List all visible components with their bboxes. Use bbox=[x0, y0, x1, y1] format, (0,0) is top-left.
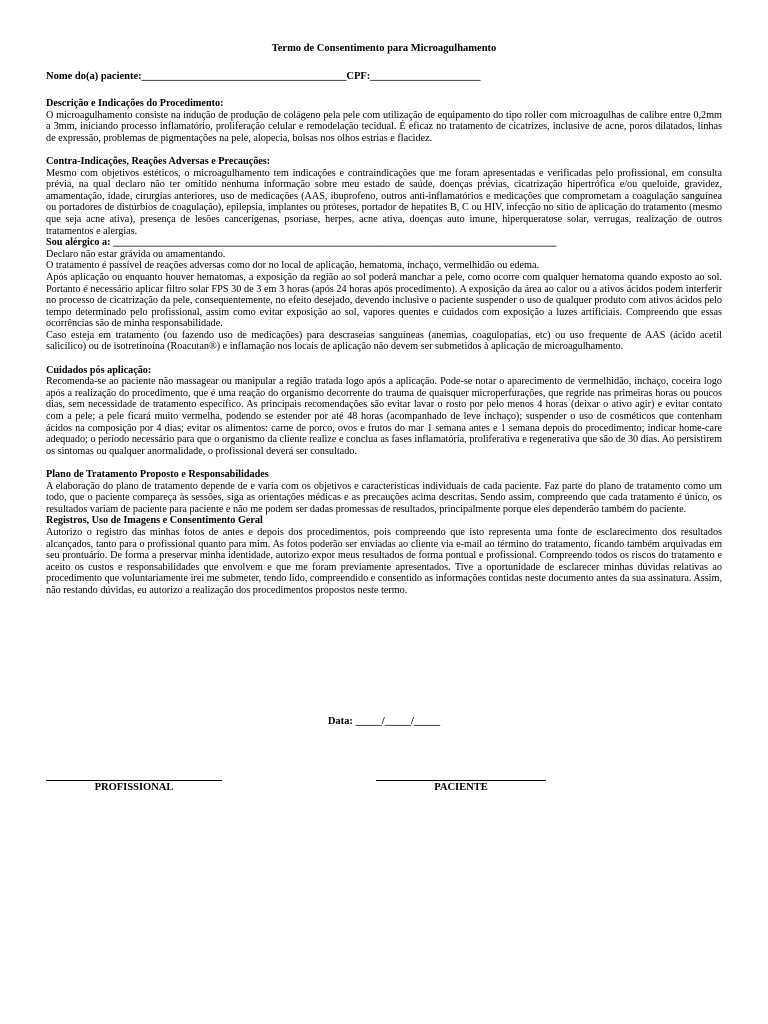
paragraph-medications: Caso esteja em tratamento (ou fazendo uso de medicações) para descraseias sanguíneas (anemias, coagulopatias, etc) ou uso frequente de AAS (ácido acetil salicílico) ou de isotretinoína (Roacutan®) e inflamação nos locais de aplicação não devem ser submetidos à aplicação de microagulhamento. bbox=[46, 329, 722, 353]
paragraph-description: O microagulhamento consiste na indução de produção de colágeno pela pele com utilização de equipamento do tipo roller com microagulhas de calibre entre 0,2mm a 3mm, iniciando processo inflamatório, proliferação celular e remodelação tecidual. É eficaz no tratamento de cicatrizes, inclusive de acne, poros dilatados, linhas de expressão, problemas de pigmentações na pele, alopecia, bolsas nos olhos estrias e flacidez. bbox=[46, 109, 722, 144]
signature-professional bbox=[46, 770, 222, 793]
paragraph-care: Recomenda-se ao paciente não massagear ou manipular a região tratada logo após a aplicação. Pode-se notar o aparecimento de vermelhidão, inchaço, coceira logo após a realização do procedimento, que é uma reação do organismo decorrente do trauma de quaisquer microperfurações, que regride nas primeiras horas ou poucos dias, sem necessidade de tratamento específico. As principais recomendações são evitar lavar o rosto por pelo menos 4 horas (deixar o ativo agir) e evitar contato com a pele; a pele ficará muito vermelha, podendo se estender por até 48 horas (acompanhado de leve inchaço); suspender o uso de cosméticos que contenham ácidos na composição por 4 dias; evitar os alimentos: carne de porco, ovos e frutos do mar 1 semana antes e 1 semana depois do procedimento; indicar home-care adequado; o período necessário para que o organismo da cliente realize e conclua as fases inflamatória, proliferativa e regenerativa que são de 30 dias. Ao persistirem os sintomas ou qualquer anormalidade, o profissional deverá ser consultado. bbox=[46, 376, 722, 457]
document-title: Termo de Consentimento para Microagulhamento bbox=[271, 43, 497, 54]
paragraph-plan: A elaboração do plano de tratamento depende de e varia com os objetivos e características individuais de cada paciente. Faz parte do plano de tratamento como um todo, que o paciente compareça às sessões, siga as orientações médicas e as precauções acima descritas. Sendo assim, compreendo que cada tratamento é único, os resultados variam de paciente para paciente e não me podem ser dadas promessas de resultados, principalmente porque eles dependerão também do paciente. bbox=[46, 480, 722, 515]
document-body bbox=[46, 98, 722, 597]
paragraph-sun-exposure: Após aplicação ou enquanto houver hematomas, a exposição da região ao sol poderá manchar a pele, como ocorre com qualquer hematoma quando exposto ao sol. Portanto é necessário aplicar filtro solar FPS 30 de 3 em 3 horas (após 24 horas após procedimento). A exposição da área ao calor ou a ativos ácidos podem interferir no processo de cicatrização da pele, consequentemente, no efeito desejado, devendo inclusive o paciente suspender o uso de qualquer produto com ativos ácidos pelo tempo determinado pelo profissional, assim como evitar exposição ao sol, vapores quentes e cuidados com exposição a luzes artificiais. Compreendo que essas ocorrências são de minha responsabilidade. bbox=[46, 271, 722, 330]
paragraph-records: Autorizo o registro das minhas fotos de antes e depois dos procedimentos, pois compreendo que isto representa uma fonte de esclarecimento dos resultados alcançados, tanto para o profissional quanto para mim. As fotos poderão ser enviadas ao cliente via e-mail ao término do tratamento, ficando também arquivadas em seu prontuário. De forma a preservar minha identidade, autorizo expor meus resultados de forma pontual e profissional. Compreendo todos os riscos do tratamento e aceito os custos e responsabilidades que envolvem e que me foram previamente apresentados. Tive a oportunidade de esclarecer minhas dúvidas relativas ao procedimento que voluntariamente irei me submeter, tendo lido, compreendido e consentido as informações contidas neste documento antes da sua assinatura. Assim, não restando dúvidas, eu autorizo a realização dos procedimentos propostos neste termo. bbox=[46, 526, 722, 596]
section-heading-records: Registros, Uso de Imagens e Consentimento Geral bbox=[46, 515, 263, 527]
signature-patient bbox=[376, 770, 546, 793]
section-heading-contraindications: Contra-Indicações, Reações Adversas e Precauções: bbox=[46, 155, 271, 167]
section-heading-plan: Plano de Tratamento Proposto e Responsabilidades bbox=[46, 469, 269, 480]
section-heading-description: Descrição e Indicações do Procedimento: bbox=[46, 98, 224, 109]
date-line: Data: _____/_____/_____ bbox=[327, 716, 441, 727]
paragraph-contraindications: Mesmo com objetivos estéticos, o microagulhamento tem indicações e contraindicações que me foram apresentadas e verificadas pelo profissional, em consulta prévia, na qual declaro não ter omitido nenhuma informação sobre meu estado de saúde, doenças prévias, cicatrização hipertrófica e/ou queloide, gravidez, amamentação, idade, cirurgias anteriores, uso de medicações (AAS, ibuprofeno, outros anti-inflamatórios e medicações que comprometam a coagulação sanguínea ou portadores de distúrbios de coagulação), epilepsia, implantes ou próteses, portador de hepatites B, C ou HIV, infecção no sítio de aplicação do tratamento (mesmo que seja acne ativa), presença de lesões cancerígenas, psoríase, herpes, acne ativa, doenças auto imune, hiperqueratose solar, verrugas, realização de outros tratamentos e alergias. bbox=[46, 167, 722, 237]
paragraph-adverse-reactions: O tratamento é passível de reações adversas como dor no local de aplicação, hematoma, inchaço, vermelhidão ou edema. bbox=[46, 260, 540, 272]
signature-label-patient: PACIENTE bbox=[376, 780, 546, 793]
signature-label-professional: PROFISSIONAL bbox=[46, 780, 222, 793]
section-heading-care: Cuidados pós aplicação: bbox=[46, 364, 152, 376]
allergy-line: Sou alérgico a: _______________________________________________________________________________________ bbox=[46, 237, 557, 249]
paragraph-pregnancy: Declaro não estar grávida ou amamentando. bbox=[46, 248, 226, 260]
patient-name-cpf-line: Nome do(a) paciente:_______________________________________CPF:_____________________ bbox=[46, 71, 481, 82]
